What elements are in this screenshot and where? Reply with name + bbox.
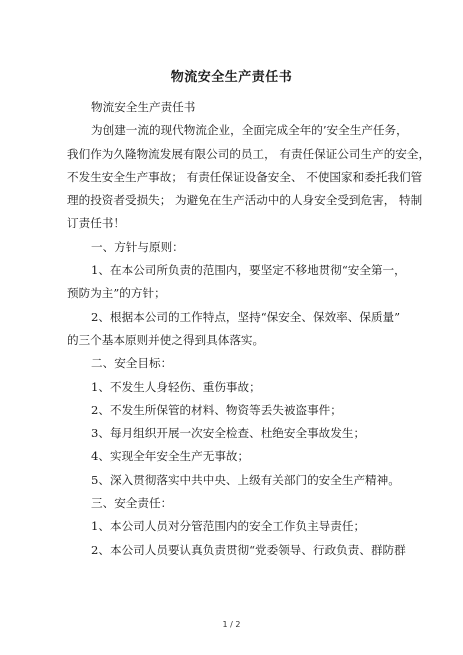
text-line: 4、实现全年安全生产无事故； [91,449,250,464]
text-line: 订责任书！ [67,216,125,231]
text-line: 2、不发生所保管的材料、物资等丢失被盗事件； [91,402,342,417]
text-line: 二、安全目标： [91,356,173,371]
text-line: 物流安全生产责任书 [91,100,196,114]
text-line: 1、在本公司所负责的范围内，要坚定不移地贯彻“安全第一， [91,263,406,278]
text-line: 不发生安全生产事故； 有责任保证设备安全、 不使国家和委托我们管 [67,169,423,184]
document-title: 物流安全生产责任书 [170,70,293,85]
text-line: 三、安全责任： [91,496,173,511]
text-line: 为创建一流的现代物流企业，全面完成全年的’安全生产任务， [91,123,408,138]
text-line: 2、根据本公司的工作特点，坚持“保安全、保效率、保质量” [91,309,401,324]
page-number: 1 / 2 [222,620,241,629]
text-line: 的三个基本原则并使之得到具体落实。 [67,332,265,347]
document-body [67,99,431,565]
text-line: 2、本公司人员要认真负责贯彻“党委领导、行政负责、群防群 [91,542,406,557]
text-line: 1、本公司人员对分管范围内的安全工作负主导责任； [91,519,366,534]
text-line: 我们作为久隆物流发展有限公司的员工， 有责任保证公司生产的安全， [67,146,431,161]
text-line: 理的投资者受损失； 为避免在生产活动中的人身安全受到危害， 特制 [67,193,423,208]
text-line: 预防为主”的方针； [67,286,166,301]
text-line: 1、不发生人身轻伤、重伤事故； [91,379,261,394]
text-line: 5、深入贯彻落实中共中央、上级有关部门的安全生产精神。 [91,472,400,487]
text-line: 一、方针与原则： [91,239,184,254]
text-line: 3、每月组织开展一次安全检查、杜绝安全事故发生； [91,426,366,441]
